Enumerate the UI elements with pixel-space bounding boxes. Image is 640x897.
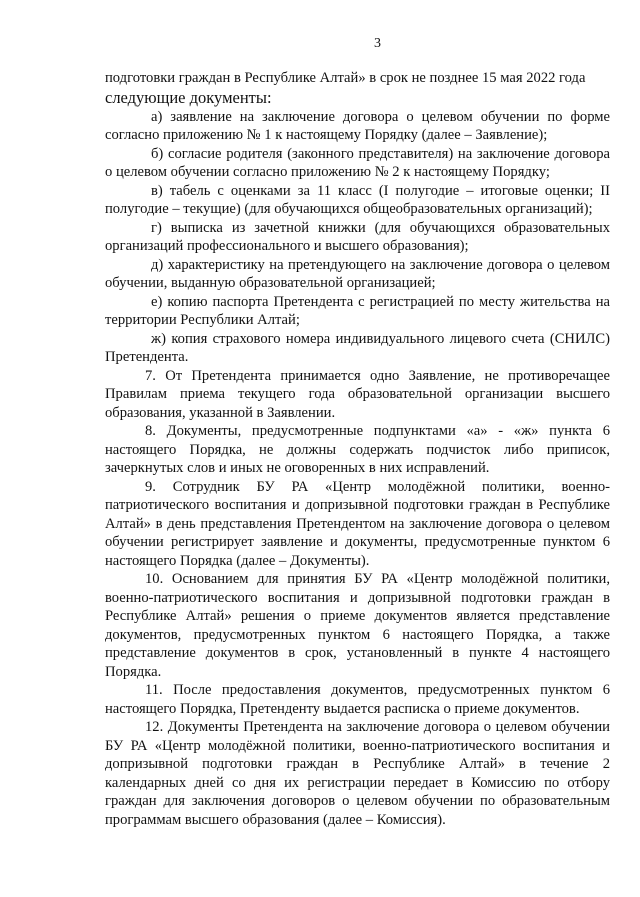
paragraph-documents-heading: следующие документы: [105,87,272,107]
clause-10: 10. Основанием для принятия БУ РА «Центр молодёжной политики, военно-патриотического воспитания и допризывной подготовки граждан в Республике Алтай» решения о приеме документов является представление документов, предусмотренных пунктом 6 настоящего Порядка, а также представление документов в срок, установленный в пункте 4 настоящего Порядка. [105,571,610,680]
clause-8: 8. Документы, предусмотренные подпунктами «а» - «ж» пункта 6 настоящего Порядка, не должны содержать подчисток либо приписок, зачеркнутых слов и иных не оговоренных в них исправлений. [105,423,610,476]
page-number: 3 [374,36,381,51]
clause-9: 9. Сотрудник БУ РА «Центр молодёжной политики, военно-патриотического воспитания и допризывной подготовки граждан в Республике Алтай» в день представления Претендентом на заключение договора о целевом обучении регистрирует заявление и документы, предусмотренные пунктом 6 настоящего Порядка (далее – Документы). [105,478,610,569]
paragraph-intro-continuation: подготовки граждан в Республике Алтай» в срок не позднее 15 мая 2022 года [105,70,586,86]
list-item-a: а) заявление на заключение договора о целевом обучении по форме согласно приложению № 1 к настоящему Порядку (далее – Заявление); [105,108,610,143]
list-item-v: в) табель с оценками за 11 класс (I полугодие – итоговые оценки; II полугодие – текущие) (для обучающихся общеобразовательных организаций); [105,182,610,217]
list-item-g: г) выписка из зачетной книжки (для обучающихся образовательных организаций профессионального и высшего образования); [105,219,610,254]
list-item-zh: ж) копия страхового номера индивидуального лицевого счета (СНИЛС) Претендента. [105,330,610,365]
clause-7: 7. От Претендента принимается одно Заявление, не противоречащее Правилам приема текущего года образовательной организации высшего образования, указанной в Заявлении. [105,367,610,421]
list-item-b: б) согласие родителя (законного представителя) на заключение договора о целевом обучении согласно приложению № 2 к настоящему Порядку; [105,145,610,180]
clause-11: 11. После предоставления документов, предусмотренных пунктом 6 настоящего Порядка, Претенденту выдается расписка о приеме документов. [105,682,610,717]
list-item-e: е) копию паспорта Претендента с регистрацией по месту жительства на территории Республики Алтай; [105,293,610,328]
list-item-d: д) характеристику на претендующего на заключение договора о целевом обучении, выданную образовательной организацией; [105,256,610,291]
clause-12: 12. Документы Претендента на заключение договора о целевом обучении БУ РА «Центр молодёжной политики, военно-патриотического воспитания и допризывной подготовки граждан в Республике Алтай» в течение 2 календарных дней со дня их регистрации передает в Комиссию по отбору граждан для заключения договоров о целевом обучении по образовательным программам высшего образования (далее – Комиссия). [105,719,610,828]
